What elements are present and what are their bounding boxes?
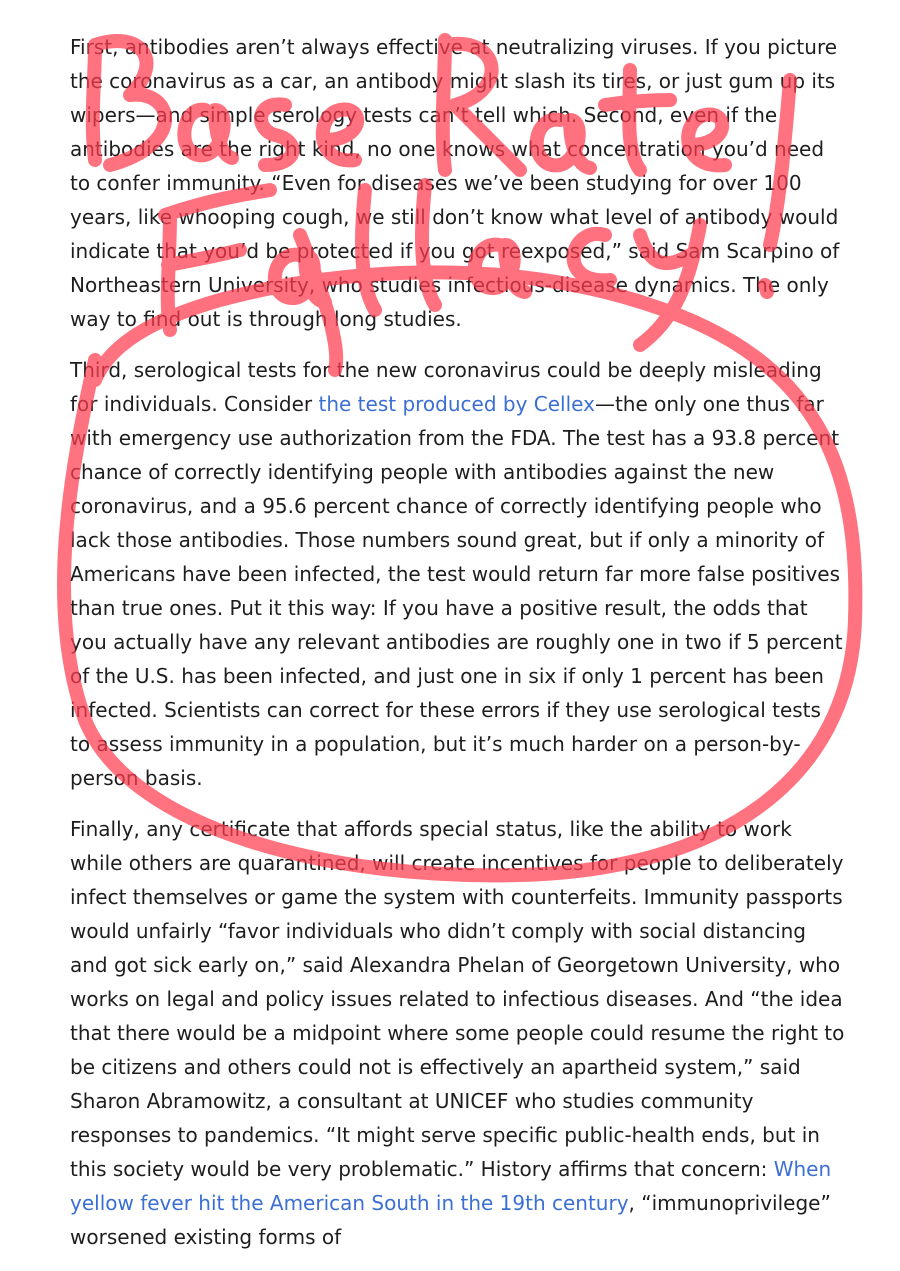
paragraph-certificate bbox=[70, 812, 845, 1254]
paragraph-text: First, antibodies aren’t always effective at neutralizing viruses. If you picture the coronavirus as a car, an antibody might slash its tires, or just gum up its wipers—and simple serology tests can’t tell which. Second, even if the antibodies are the right kind, no one knows what concentration you’d need to confer immunity. “Even for diseases we’ve been studying for over 100 years, like whooping cough, we still don’t know what level of antibody would indicate that you’d be protected if you got reexposed,” said Sam Scarpino of Northeastern University, who studies infectious-disease dynamics. The only way to find out is through long studies. bbox=[70, 35, 840, 331]
cellex-test-link[interactable]: the test produced by Cellex bbox=[318, 392, 595, 416]
paragraph-text-after-link: , “immunoprivilege” worsened existing forms of bbox=[70, 1191, 831, 1249]
cut-off-previous-line bbox=[60, 0, 860, 6]
paragraph-text-before-link: Third, serological tests for the new coronavirus could be deeply misleading for individuals. Consider bbox=[70, 358, 822, 416]
yellow-fever-link[interactable]: When yellow fever hit the American South in the 19th century bbox=[70, 1157, 832, 1215]
paragraph-text-before-link: Finally, any certificate that affords special status, like the ability to work while others are quarantined, will create incentives for people to deliberately infect themselves or game the system with counterfeits. Immunity passports would unfairly “favor individuals who didn’t comply with social distancing and got sick early on,” said Alexandra Phelan of Georgetown University, who works on legal and policy issues related to infectious diseases. And “the idea that there would be a midpoint where some people could resume the right to be citizens and others could not is effectively an apartheid system,” said Sharon Abramowitz, a consultant at UNICEF who studies community responses to pandemics. “It might serve specific public-health ends, but in this society would be very problematic.” History affirms that concern: bbox=[70, 817, 845, 1181]
paragraph-antibodies bbox=[70, 30, 845, 336]
paragraph-text-after-link: —the only one thus far with emergency use authorization from the FDA. The test has a 93.8 percent chance of correctly identifying people with antibodies against the new coronavirus, and a 95.6 percent chance of correctly identifying people who lack those antibodies. Those numbers sound great, but if only a minority of Americans have been infected, the test would return far more false positives than true ones. Put it this way: If you have a positive result, the odds that you actually have any relevant antibodies are roughly one in two if 5 percent of the U.S. has been infected, and just one in six if only 1 percent has been infected. Scientists can correct for these errors if they use serological tests to assess immunity in a population, but it’s much harder on a person-by-person basis. bbox=[70, 392, 843, 790]
paragraph-serological-tests bbox=[70, 353, 845, 795]
article-body bbox=[70, 30, 845, 1271]
